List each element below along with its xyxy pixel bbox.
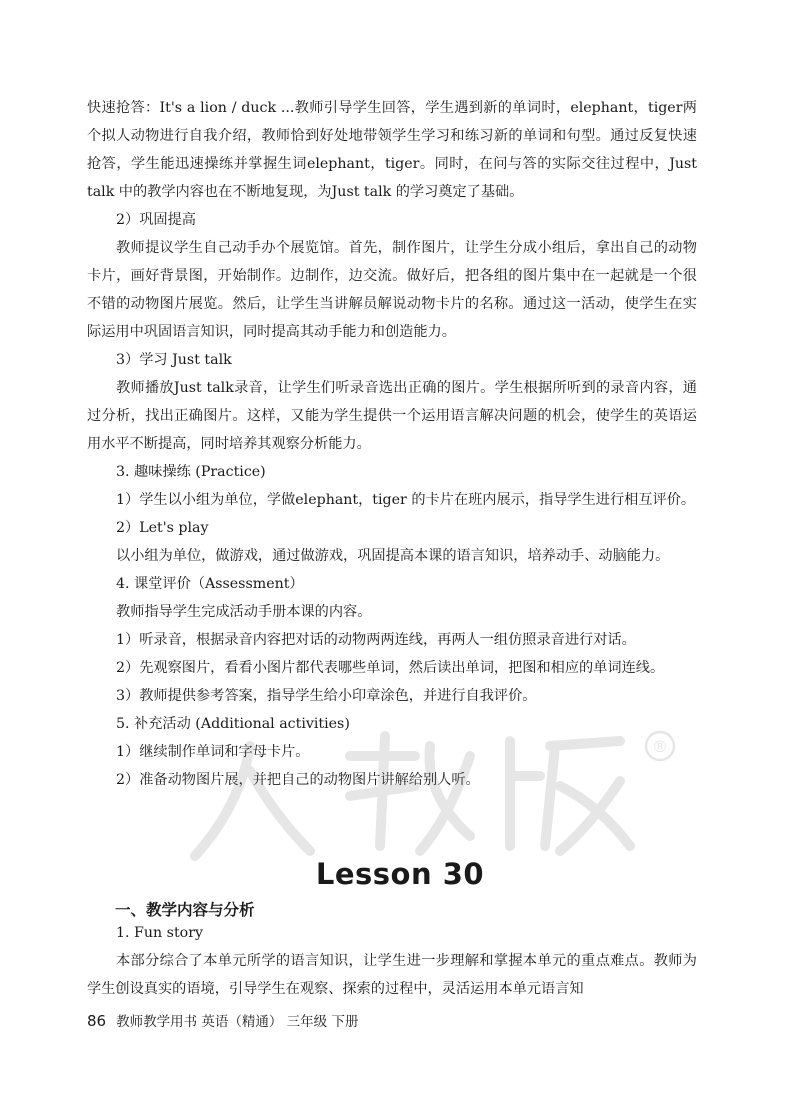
heading-additional-activities: 5. 补充活动 (Additional activities) [116, 716, 350, 732]
main-text-block [87, 94, 697, 794]
registered-mark: ® [652, 737, 668, 756]
page-footer [87, 1010, 358, 1030]
heading-practice: 3. 趣味操练 (Practice) [116, 464, 266, 480]
paragraph-assessment-1: 1）听录音，根据录音内容把对话的动物两两连线，再两人一组仿照录音进行对话。 [116, 632, 636, 648]
paragraph-fun-story: 本部分综合了本单元所学的语言知识，让学生进一步理解和掌握本单元的重点难点。教师为学生创设真实的语境，引导学生在观察、探索的过程中，灵活运用本单元语言知 [87, 953, 697, 997]
paragraph-exhibition: 教师提议学生自己动手办个展览馆。首先，制作图片，让学生分成小组后，拿出自己的动物卡片，画好背景图，开始制作。边制作，边交流。做好后，把各组的图片集中在一起就是一个很不错的动物图片展览。然后，让学生当讲解员解说动物卡片的名称。通过这一活动，使学生在实际运用中巩固语言知识，同时提高其动手能力和创造能力。 [87, 240, 697, 340]
heading-lets-play: 2）Let's play [116, 520, 209, 536]
lesson-title: Lesson 30 [315, 857, 485, 891]
paragraph-just-talk: 教师播放Just talk录音，让学生们听录音选出正确的图片。学生根据所听到的录音内容，通过分析，找出正确图片。这样，又能为学生提供一个运用语言解决问题的机会，使学生的英语运用水平不断提高，同时培养其观察分析能力。 [87, 380, 697, 452]
heading-consolidate: 2）巩固提高 [116, 212, 196, 228]
heading-just-talk: 3）学习 Just talk [116, 352, 232, 368]
paragraph-additional-1: 1）继续制作单词和字母卡片。 [116, 744, 310, 760]
paragraph-assessment-2: 2）先观察图片，看看小图片都代表哪些单词，然后读出单词，把图和相应的单词连线。 [116, 660, 665, 676]
paragraph-practice-1: 1）学生以小组为单位，学做elephant，tiger 的卡片在班内展示，指导学生进行相互评价。 [116, 492, 696, 508]
paragraph-additional-2: 2）准备动物图片展，并把自己的动物图片讲解给别人听。 [116, 772, 480, 788]
lesson-text-block [87, 919, 697, 1003]
heading-fun-story: 1. Fun story [116, 925, 203, 941]
section-heading: 一、教学内容与分析 [115, 900, 255, 919]
paragraph-lets-play: 以小组为单位，做游戏，通过做游戏，巩固提高本课的语言知识，培养动手、动脑能力。 [116, 548, 670, 564]
paragraph-assessment-3: 3）教师提供参考答案，指导学生给小印章涂色，并进行自我评价。 [116, 688, 537, 704]
book-title: 教师教学用书 英语（精通） 三年级 下册 [116, 1014, 359, 1030]
page-number: 86 [87, 1012, 107, 1030]
paragraph-assessment: 教师指导学生完成活动手册本课的内容。 [116, 604, 372, 620]
paragraph-quick-answer: 快速抢答：It's a lion / duck ...教师引导学生回答，学生遇到新的单词时，elephant，tiger两个拟人动物进行自我介绍，教师恰到好处地带领学生学习和练习新的单词和句型。通过反复快速抢答，学生能迅速操练并掌握生词elephant，tiger。同时，在问与答的实际交往过程中，Just talk 中的教学内容也在不断地复现，为Just talk 的学习奠定了基础。 [87, 100, 697, 200]
heading-assessment: 4. 课堂评价（Assessment） [116, 576, 304, 592]
